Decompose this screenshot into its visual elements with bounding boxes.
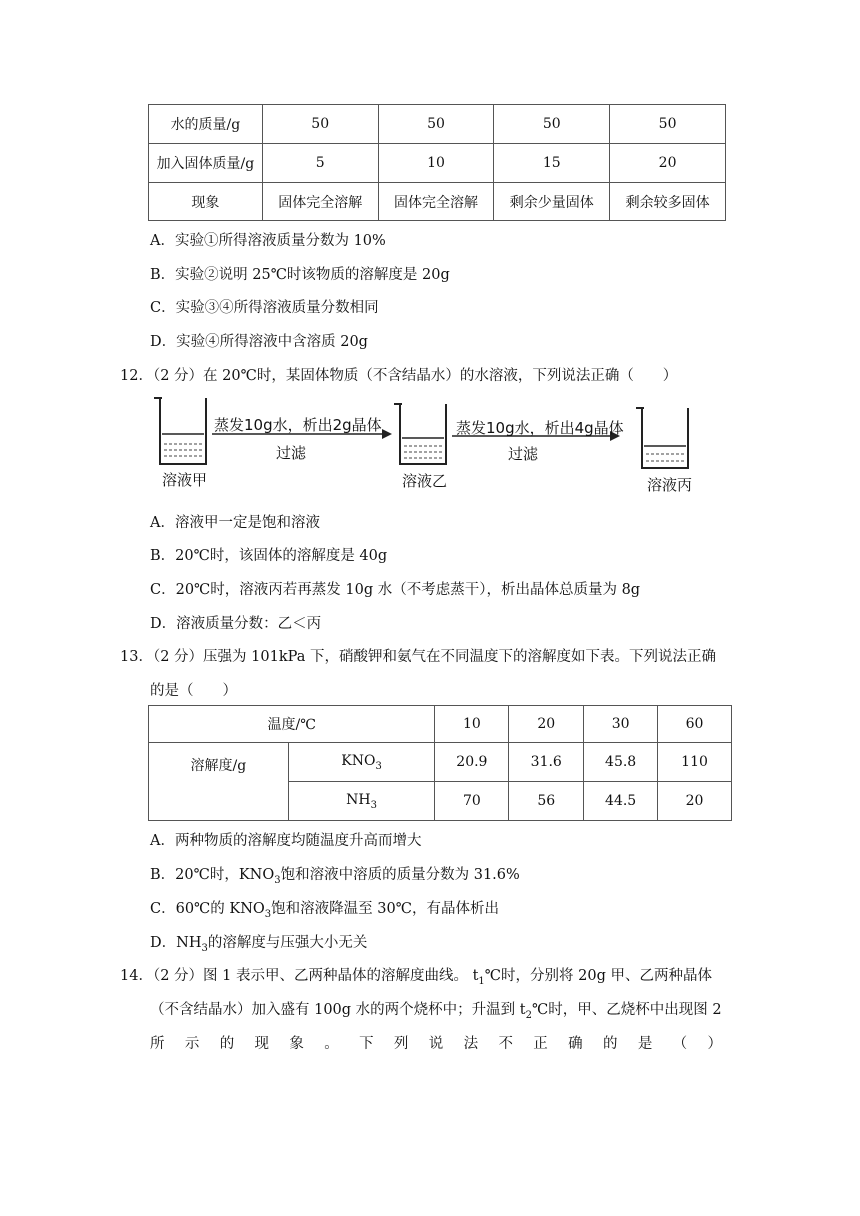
stem-text: （不含结晶水）加入盛有 100g 水的两个烧杯中；升温到 t xyxy=(150,1002,526,1018)
table-cell: 20.9 xyxy=(435,743,509,782)
option-text: B．20℃时，KNO xyxy=(150,867,275,883)
row-label: 水的质量/g xyxy=(149,105,263,144)
option-b xyxy=(150,863,520,886)
header-cell: 60 xyxy=(658,706,732,743)
stem-char: 示 xyxy=(184,1036,200,1052)
option-text: D．NH xyxy=(150,935,202,951)
stem-char: 法 xyxy=(463,1036,479,1052)
option-c xyxy=(150,897,499,920)
header-cell: 10 xyxy=(435,706,509,743)
stem-char: 所 xyxy=(150,1036,165,1052)
option-d: D．实验④所得溶液中含溶质 20g xyxy=(150,334,368,350)
table-cell: 70 xyxy=(435,782,509,821)
stem-char: （ xyxy=(672,1036,688,1052)
stem-char: 确 xyxy=(568,1036,583,1052)
row-label: 现象 xyxy=(149,183,263,221)
table-cell: 44.5 xyxy=(584,782,658,821)
option-text: 的溶解度与压强大小无关 xyxy=(207,935,368,951)
option-a: A．两种物质的溶解度均随温度升高而增大 xyxy=(150,833,422,849)
question-14-stem xyxy=(120,964,712,987)
stem-char: 说 xyxy=(428,1036,444,1052)
stem-char: 象 xyxy=(289,1036,304,1052)
table-cell: 50 xyxy=(610,105,726,144)
table-cell: 5 xyxy=(262,144,378,183)
table-cell: 固体完全溶解 xyxy=(262,183,378,221)
beaker1-label: 溶液甲 xyxy=(162,471,208,489)
table-cell: 10 xyxy=(378,144,494,183)
experiment-table xyxy=(148,104,726,221)
subscript: 2 xyxy=(525,1009,532,1021)
table-cell: 剩余较多固体 xyxy=(610,183,726,221)
table-cell: 50 xyxy=(378,105,494,144)
question-14-stem-justified xyxy=(150,1032,722,1053)
beaker2-label: 溶液乙 xyxy=(402,472,448,490)
table-row xyxy=(149,743,732,782)
header-cell: 温度/℃ xyxy=(149,706,435,743)
header-cell: 20 xyxy=(509,706,584,743)
beaker-icon xyxy=(636,408,688,468)
question-13-stem: 13．（2 分）压强为 101kPa 下，硝酸钾和氨气在不同温度下的溶解度如下表。下列说法正确 xyxy=(120,649,716,665)
stem-char: 正 xyxy=(533,1036,548,1052)
stem-char: 列 xyxy=(393,1036,409,1052)
table-cell: 110 xyxy=(658,743,732,782)
option-text: 饱和溶液降温至 30℃，有晶体析出 xyxy=(271,901,499,917)
table-cell: 45.8 xyxy=(584,743,658,782)
stem-char: 下 xyxy=(359,1036,374,1052)
option-d xyxy=(150,931,367,954)
row-label: 加入固体质量/g xyxy=(149,144,263,183)
arrow2-top-label: 蒸发10g水，析出4g晶体 xyxy=(456,419,624,437)
option-text: C．60℃的 KNO xyxy=(150,901,265,917)
substance-cell xyxy=(288,743,435,782)
stem-char: ） xyxy=(707,1036,722,1052)
option-b: B．20℃时，该固体的溶解度是 40g xyxy=(150,548,388,564)
arrow1-top-label: 蒸发10g水，析出2g晶体 xyxy=(214,416,382,434)
table-cell: 20 xyxy=(658,782,732,821)
table-row xyxy=(149,105,726,144)
stem-char: 现 xyxy=(254,1036,270,1052)
question-14-stem-continued xyxy=(150,998,722,1021)
table-cell: 56 xyxy=(509,782,584,821)
table-row xyxy=(149,144,726,183)
stem-char: 不 xyxy=(498,1036,513,1052)
substance-cell xyxy=(288,782,435,821)
table-row xyxy=(149,183,726,221)
table-cell: 31.6 xyxy=(509,743,584,782)
arrow1-bottom-label: 过滤 xyxy=(276,444,307,462)
stem-text: ℃时，分别将 20g 甲、乙两种晶体 xyxy=(484,968,712,984)
table-cell: 50 xyxy=(262,105,378,144)
table-cell: 50 xyxy=(494,105,610,144)
table-cell: 20 xyxy=(610,144,726,183)
subscript: 3 xyxy=(264,908,272,920)
beaker-icon xyxy=(154,398,206,464)
table-cell: 固体完全溶解 xyxy=(378,183,494,221)
question-13-stem-continued: 的是（ ） xyxy=(150,683,237,699)
subscript: 3 xyxy=(274,874,281,886)
table-cell: 15 xyxy=(494,144,610,183)
stem-text: 14．（2 分）图 1 表示甲、乙两种晶体的溶解度曲线。 t xyxy=(120,968,479,984)
subscript: 3 xyxy=(375,760,382,772)
beaker-icon xyxy=(394,404,446,464)
substance-name: NH xyxy=(346,791,371,808)
subscript: 3 xyxy=(370,799,377,811)
arrow2-bottom-label: 过滤 xyxy=(508,445,539,463)
option-b: B．实验②说明 25℃时该物质的溶解度是 20g xyxy=(150,267,450,283)
stem-char: 的 xyxy=(602,1036,618,1052)
table-cell: 剩余少量固体 xyxy=(494,183,610,221)
group-label: 溶解度/g xyxy=(149,743,289,821)
subscript: 1 xyxy=(478,975,485,987)
beaker3-label: 溶液丙 xyxy=(647,476,693,494)
stem-text: ℃时，甲、乙烧杯中出现图 2 xyxy=(532,1002,722,1018)
header-cell: 30 xyxy=(584,706,658,743)
stem-char: 。 xyxy=(324,1036,339,1052)
evaporation-figure xyxy=(150,392,710,502)
stem-char: 的 xyxy=(219,1036,235,1052)
option-a: A．实验①所得溶液质量分数为 10% xyxy=(150,233,386,249)
substance-name: KNO xyxy=(341,752,376,769)
option-a: A．溶液甲一定是饱和溶液 xyxy=(150,515,320,531)
stem-char: 是 xyxy=(637,1036,653,1052)
option-c: C．20℃时，溶液丙若再蒸发 10g 水（不考虑蒸干），析出晶体总质量为 8g xyxy=(150,582,641,598)
subscript: 3 xyxy=(201,942,208,954)
option-d: D．溶液质量分数：乙＜丙 xyxy=(150,616,322,632)
solubility-table xyxy=(148,705,732,821)
question-12-stem: 12．（2 分）在 20℃时，某固体物质（不含结晶水）的水溶液，下列说法正确（ ） xyxy=(120,368,678,384)
option-text: 饱和溶液中溶质的质量分数为 31.6% xyxy=(280,867,520,883)
option-c: C．实验③④所得溶液质量分数相同 xyxy=(150,300,379,316)
table-row xyxy=(149,706,732,743)
